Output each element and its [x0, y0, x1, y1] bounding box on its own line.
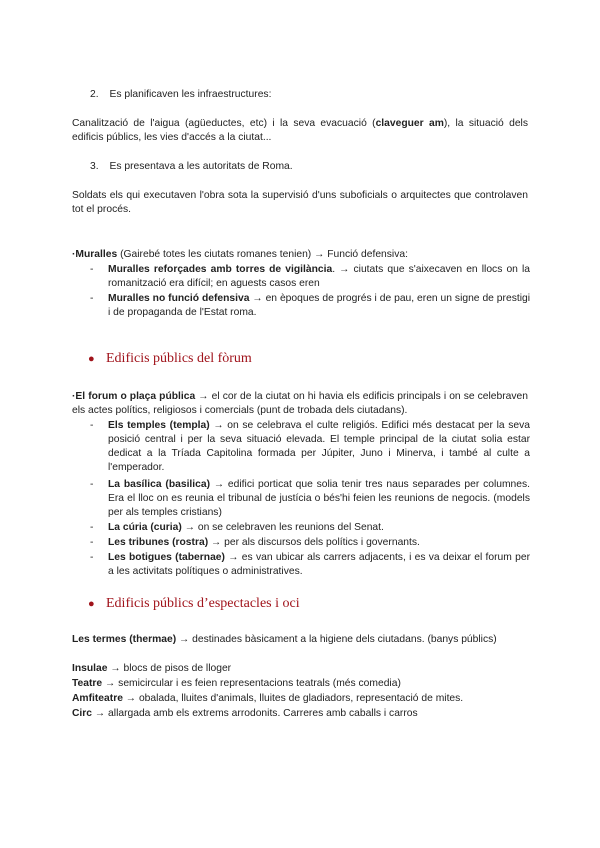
oci-item: Les termes (thermae) → destinades bàsicament a la higiene dels ciutadans. (banys públics) [72, 634, 497, 645]
forum-lead: ·El forum o plaça pública → el cor de la ciutat on hi havia els edificis principals i on se celebraven els actes polítics, religiosos i comercials (punt de trobada dels ciutadans). [72, 391, 529, 416]
paragraph-soldats: Soldats els qui executaven l'obra sota la supervisió d'uns suboficials o arquitectes que controlaven tot el procés. [72, 190, 528, 215]
forum-item: - Les tribunes (rostra) → per als discursos dels polítics i governants. [90, 537, 420, 548]
forum-item: - La cúria (curia) → on se celebraven les reunions del Senat. [90, 522, 384, 533]
muralles-item: - Muralles reforçades amb torres de vigilància. → ciutats que s'aixecaven en llocs on la romanització era difícil; en aguests casos eren [90, 264, 530, 289]
muralles-lead: ·Muralles (Gairebé totes les ciutats romanes tenien) → Funció defensiva: [72, 249, 408, 260]
forum-item: - La basílica (basilica) → edifici porticat que solia tenir tres naus separades per columnes. Era el lloc on es reunia el tribunal de justícia o bés'hi feien les reunions de negocis. (models per als temples cristians) [90, 479, 530, 518]
oci-item: Teatre → semicircular i es feien representacions teatrals (més comedia) [72, 678, 401, 689]
list-item-3 [90, 160, 293, 174]
muralles-item: - Muralles no funció defensiva → en èpoques de progrés i de pau, eren un signe de prestigi i de propaganda de l'Estat roma. [90, 293, 530, 318]
list-text: Es presentava a les autoritats de Roma. [109, 161, 293, 172]
forum-item: - Les botigues (tabernae) → es van ubicar als carrers adjacents, i es va deixar el forum per a les activitats polítiques o administratives. [90, 552, 530, 577]
section-heading-forum: ● Edificis públics del fòrum [88, 351, 252, 366]
oci-item: Insulae → blocs de pisos de lloger [72, 663, 232, 674]
list-number: 2. [90, 89, 99, 100]
list-text: Es planificaven les infraestructures: [109, 89, 272, 100]
bullet-icon: ● [88, 353, 95, 365]
oci-item: Amfiteatre → obalada, lluites d'animals, lluites de gladiadors, representació de mites. [72, 693, 464, 704]
forum-item: - Els temples (templa) → on se celebrava el culte religiós. Edifici més destacat per la seva posició central i per la seva situació elevada. El temple principal de la ciutat solia estar dedicat a la Tríada Capitolina formada per Júpiter, Juno i Minerva, i també al culte a l'emperador. [90, 420, 531, 473]
bold-term: claveguer am [375, 118, 444, 129]
section-heading-oci: ● Edificis públics d’espectacles i oci [88, 596, 300, 611]
bullet-icon: ● [88, 598, 95, 610]
paragraph-infrastructures: Canalització de l'aigua (agüeductes, etc) i la seva evacuació (claveguer am), la situació dels edificis públics, les vies d'accés a la ciutat... [72, 118, 528, 143]
list-number: 3. [90, 161, 99, 172]
oci-item: Circ → allargada amb els extrems arrodonits. Carreres amb caballs i carros [72, 708, 418, 719]
list-item-2 [90, 88, 271, 102]
